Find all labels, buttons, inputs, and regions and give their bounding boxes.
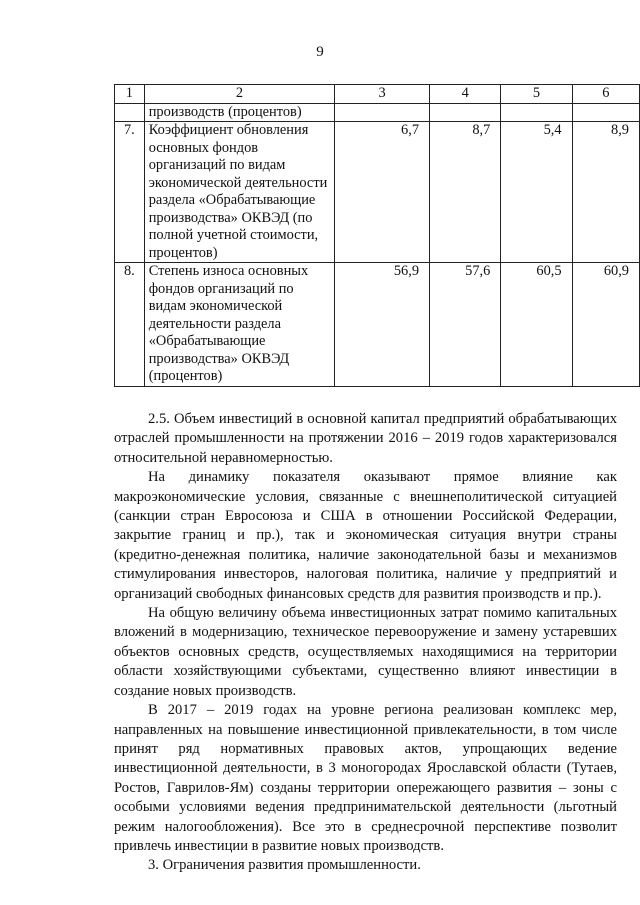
value-cell: 60,9 <box>572 263 639 387</box>
table-header-row <box>115 85 640 104</box>
paragraph-dynamics-factors: На динамику показателя оказывают прямое влияние как макроэкономические условия, связанные с внешнеполитической ситуацией (санкции стран Евросоюза и США в отношении Российской Федерации, закрытие границ и пр.), так и экономическая ситуация внутри страны (кредитно-денежная политика, наличие законодательной базы и механизмов стимулирования инвесторов, налоговая политика, наличие у предприятий и организаций свободных финансовых средств для развития производств и пр.). <box>114 469 617 602</box>
table-row <box>115 122 640 263</box>
table-header-cell: 6 <box>572 85 639 104</box>
table-cell <box>501 103 572 122</box>
paragraph-regional-measures: В 2017 – 2019 годах на уровне региона реализован комплекс мер, направленных на повышение инвестиционной привлекательности, в том числе принят ряд нормативных правовых актов, упрощающих ведение инвестиционной деятельности, в 3 моногородах Ярославской области (Тутаев, Ростов, Гаврилов-Ям) созданы территории опережающего развития – зоны с особыми условиями ведения предпринимательской деятельности (льготный режим налогообложения). Все это в среднесрочной перспективе позволит привлечь инвестиции в развитие новых производств. <box>114 702 617 854</box>
table-row <box>115 263 640 387</box>
value-cell: 6,7 <box>335 122 430 263</box>
table-cell <box>572 103 639 122</box>
table-cell <box>115 103 145 122</box>
row-number: 7. <box>115 122 145 263</box>
body-text <box>114 410 617 876</box>
table-header-cell: 3 <box>335 85 430 104</box>
table-header-cell: 4 <box>430 85 501 104</box>
value-cell: 5,4 <box>501 122 572 263</box>
section-heading-limitations: 3. Ограничения развития промышленности. <box>148 857 421 874</box>
value-cell: 56,9 <box>335 263 430 387</box>
paragraph-investment-costs: На общую величину объема инвестиционных затрат помимо капитальных вложений в модернизацию, техническое перевооружение и замену устаревших объектов основных средств, осуществляемых находящимися на территории области хозяйствующими субъектами, существенно влияют инвестиции в создание новых производств. <box>114 605 617 699</box>
table-header-cell: 2 <box>144 85 335 104</box>
indicators-table <box>114 84 640 387</box>
table-row <box>115 103 640 122</box>
value-cell: 57,6 <box>430 263 501 387</box>
table-header-cell: 5 <box>501 85 572 104</box>
value-cell: 8,9 <box>572 122 639 263</box>
paragraph-investment-volume: 2.5. Объем инвестиций в основной капитал предприятий обрабатывающих отраслей промышленности на протяжении 2016 – 2019 годов характеризовался относительной неравномерностью. <box>114 411 617 466</box>
value-cell: 60,5 <box>501 263 572 387</box>
table-cell <box>430 103 501 122</box>
page-number: 9 <box>316 44 324 60</box>
value-cell: 8,7 <box>430 122 501 263</box>
table-cell <box>335 103 430 122</box>
indicator-name: Коэффициент обновления основных фондов организаций по видам экономической деятельности раздела «Обрабатывающие производства» ОКВЭД (по полной учетной стоимости, процентов) <box>144 122 335 263</box>
row-number: 8. <box>115 263 145 387</box>
table-cell: производств (процентов) <box>144 103 335 122</box>
indicator-name: Степень износа основных фондов организаций по видам экономической деятельности раздела «Обрабатывающие производства» ОКВЭД (процентов) <box>144 263 335 387</box>
table-header-cell: 1 <box>115 85 145 104</box>
